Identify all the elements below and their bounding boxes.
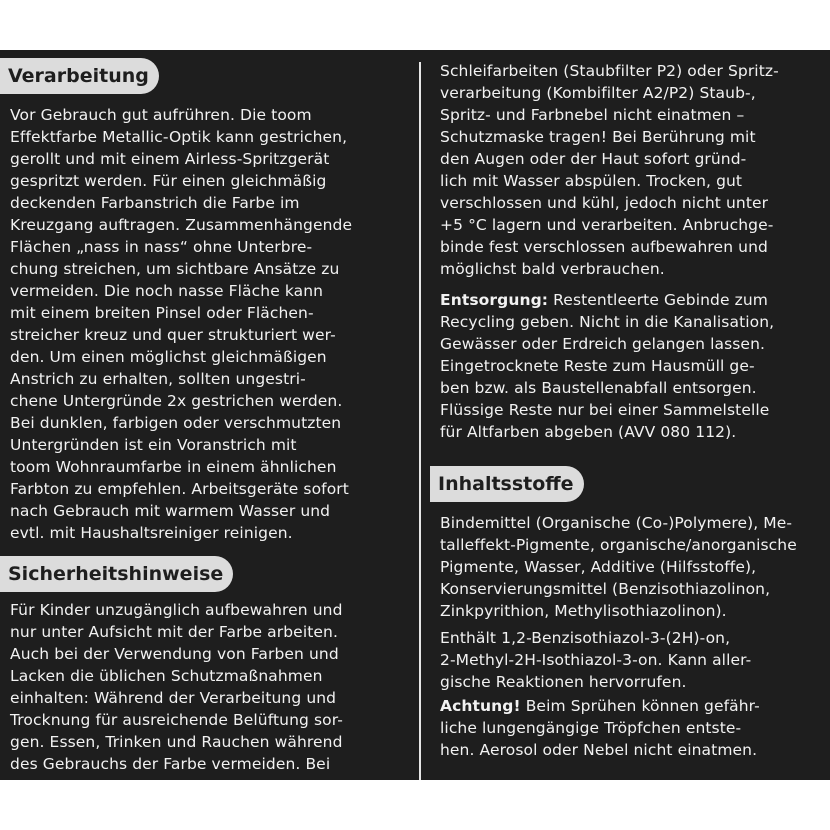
disposal-label: Entsorgung: [440, 291, 549, 309]
section-heading-verarbeitung: Verarbeitung [0, 58, 159, 94]
ingredients-text: Bindemittel (Organische (Co-)Polymere), Me- talleffekt-Pigmente, organische/anorganische Pigmente, Wasser, Additive (Hilfsstoffe), Konservierungsmittel (Benzisothiazolinon, Zinkpyrithion, Methylisothiazolinon). [440, 514, 797, 620]
warning-paragraph [440, 695, 760, 761]
safety-text-continued: Schleifarbeiten (Staubfilter P2) oder Spritz- verarbeitung (Kombifilter A2/P2) Staub-, Spritz- und Farbnebel nicht einatmen – Schutzmaske tragen! Bei Berührung mit den Augen oder der Haut sofort gründ- lich mit Wasser abspülen. Trocken, gut verschlossen und kühl, jedoch nicht unter +5 °C lagern und verarbeiten. Anbruchge- binde fest verschlossen aufbewahren und möglichst bald verbrauchen. [440, 62, 779, 278]
label-panel [0, 50, 830, 780]
contains-text: Enthält 1,2-Benzisothiazol-3-(2H)-on, 2-Methyl-2H-Isothiazol-3-on. Kann aller- gische Reaktionen hervorrufen. [440, 629, 752, 691]
warning-text: Beim Sprühen können gefähr- liche lungengängige Tröpfchen entste- hen. Aerosol oder Nebel nicht einatmen. [440, 697, 760, 759]
warning-label: Achtung! [440, 697, 521, 715]
section-heading-sicherheitshinweise: Sicherheitshinweise [0, 556, 233, 592]
safety-text: Für Kinder unzugänglich aufbewahren und nur unter Aufsicht mit der Farbe arbeiten. Auch bei der Verwendung von Farben und Lacken die üblichen Schutzmaßnahmen einhalten: Während der Verarbeitung und Trocknung für ausreichende Belüftung sor- gen. Essen, Trinken und Rauchen während des Gebrauchs der Farbe vermeiden. Bei [10, 601, 343, 773]
disposal-text: Restentleerte Gebinde zum Recycling geben. Nicht in die Kanalisation, Gewässer oder Erdreich gelangen lassen. Eingetrocknete Reste zum Hausmüll ge- ben bzw. als Baustellenabfall entsorgen. Flüssige Reste nur bei einer Sammelstelle für Altfarben abgeben (AVV 080 112). [440, 291, 775, 441]
section-heading-inhaltsstoffe: Inhaltsstoffe [430, 466, 584, 502]
column-divider [419, 62, 421, 780]
disposal-paragraph [440, 289, 774, 443]
processing-text: Vor Gebrauch gut aufrühren. Die toom Effektfarbe Metallic-Optik kann gestrichen, gerollt und mit einem Airless-Spritzgerät gespritzt werden. Für einen gleichmäßig deckenden Farbanstrich die Farbe im Kreuzgang auftragen. Zusammenhängende Flächen „nass in nass“ ohne Unterbre- chung streichen, um sichtbare Ansätze zu vermeiden. Die noch nasse Fläche kann mit einem breiten Pinsel oder Flächen- streicher kreuz und quer strukturiert wer- den. Um einen möglichst gleichmäßigen Anstrich zu erhalten, sollten ungestri- chene Untergründe 2x gestrichen werden. Bei dunklen, farbigen oder verschmutzten Untergründen ist ein Voranstrich mit toom Wohnraumfarbe in einem ähnlichen Farbton zu empfehlen. Arbeitsgeräte sofort nach Gebrauch mit warmem Wasser und evtl. mit Haushaltsreiniger reinigen. [10, 106, 353, 542]
